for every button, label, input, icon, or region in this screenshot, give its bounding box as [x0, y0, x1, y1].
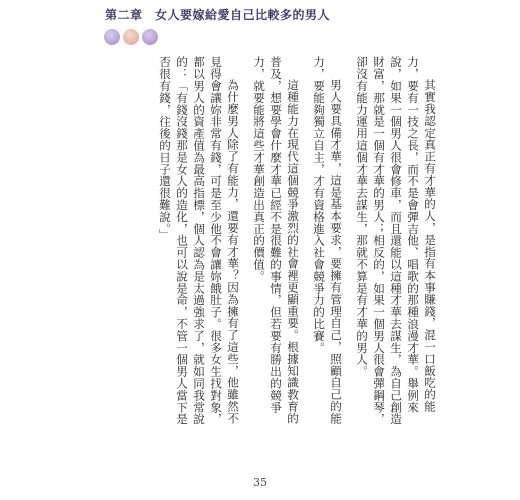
paragraph: 為什麼男人除了有能力，還要有才華？因為擁有了這些，他雖然不見得會讓妳非常有錢，可是至少他不會讓妳餓肚子。很多女生找對象，都以男人的資產值為最高指標，個人認為是太過強求了，就如同我常說的：「有錢沒錢那是女人的造化，也可以說是命，不管一個男人當下是否很有錢，往後的日子還很難說。」: [158, 56, 240, 425]
decorative-dot: [142, 29, 158, 45]
chapter-header: 第二章 女人要嫁給愛自己比較多的男人: [105, 8, 331, 22]
paragraph: 其實我認定真正有才華的人，是指有本事賺錢，混一口飯吃的能力，要有一技之長，而不是會彈吉他、唱歌的那種浪漫才華。舉例來說，如果一個男人很會修車，而且還能以這種才華去謀生，為自己創造財富，那就是一個有才華的男人；相反的，如果一個男人很會彈鋼琴，卻沒有能力運用這個才華去謀生，那就不算是有才華的男人。: [355, 56, 437, 425]
decorative-dot: [123, 29, 139, 45]
paragraph: 男人要具備才華，這是基本要求，要擁有管理自己，照顧自己的能力，要能夠獨立自主，才有資格進入社會競爭力的比賽。: [312, 56, 343, 425]
body-text: [112, 56, 438, 436]
decorative-dot: [104, 29, 120, 45]
paragraph: 這種能力在現代這個競爭激烈的社會裡更顯重要。根據知識教育的普及，想要學會什麼才華已經不是很難的事情，但若要有勝出的競爭力，就要能將這些才華創造出真正的價值。: [252, 56, 300, 425]
page-number: 35: [253, 476, 267, 489]
